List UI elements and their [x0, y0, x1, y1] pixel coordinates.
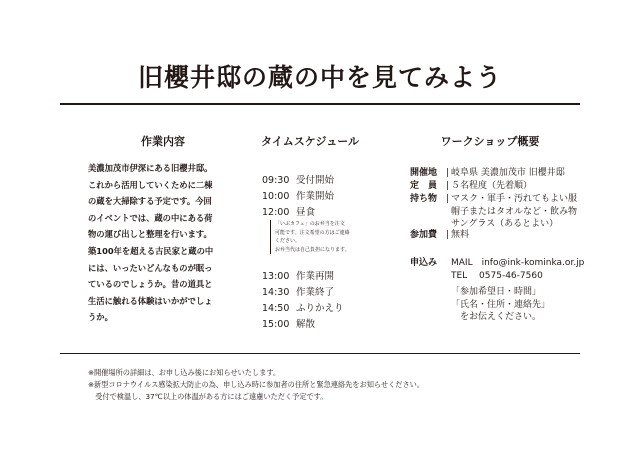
about-heading: 作業内容	[141, 135, 185, 148]
about-line: の蔵を大掃除する予定です。今回	[88, 196, 212, 207]
schedule-item	[262, 300, 344, 314]
about-line: 生活に触れる体験はいかがでしょ	[88, 295, 213, 306]
footer-notes	[88, 367, 424, 403]
about-line: 物の運び出しと整理を行います。	[88, 229, 212, 240]
about-line: ているのでしょうか。昔の道具と	[88, 279, 213, 290]
about-line: 築100年を超える古民家と蔵の中	[88, 245, 214, 256]
schedule-time: 12:00	[262, 207, 290, 218]
about-line: には、いったいどんなものが眠っ	[88, 262, 213, 273]
request-line: をお伝えください。	[451, 312, 542, 322]
footer-line: ※新型コロナウイルス感染拡大防止の為、申し込み時に参加者の住所と緊急連絡先をお知らせください。	[88, 380, 425, 389]
schedule-label: 昼食	[296, 207, 316, 218]
schedule-time: 13:00	[262, 271, 290, 282]
schedule-label: 受付開始	[296, 175, 335, 186]
lunch-note-line: お弁当代は自己負担になります。	[275, 246, 350, 253]
schedule-item	[262, 268, 334, 282]
footer-line: ※開催場所の詳細は、お申し込み後にお知らせいたします。	[88, 368, 281, 377]
lunch-note	[270, 220, 387, 254]
items-label: 持ち物	[410, 194, 438, 204]
schedule-item	[262, 284, 334, 298]
schedule-time: 10:00	[262, 191, 290, 202]
lunch-note-line: 「いぶカフェ」のお弁当を注文	[275, 221, 345, 227]
items-line: サングラス（あるとよい）	[451, 219, 559, 229]
fee-label: 参加費	[410, 230, 438, 240]
title-divider	[60, 103, 580, 105]
schedule-label: ふりかえり	[296, 303, 344, 314]
capacity-label: 定 員	[410, 181, 438, 191]
schedule-heading: タイムスケジュール	[260, 135, 360, 148]
page-title: 旧櫻井邸の蔵の中を見てみよう	[137, 63, 502, 92]
about-line: うか。	[88, 312, 113, 323]
schedule-label: 解散	[296, 319, 316, 330]
about-line: 美濃加茂市伊深にある旧櫻井邸。	[88, 163, 213, 173]
request-block	[451, 286, 550, 324]
venue-value: 岐阜県 美濃加茂市 旧櫻井邸	[451, 168, 565, 178]
apply-label: 申込み	[410, 258, 438, 268]
schedule-label: 作業再開	[296, 271, 335, 282]
schedule-time: 09:30	[262, 175, 290, 186]
schedule-label: 作業終了	[296, 287, 335, 298]
tel-text: TEL 0575-46-7560	[451, 270, 543, 281]
items-line: 帽子またはタオルなど・飲み物	[451, 206, 578, 217]
items-row: 持ち物 | マスク・軍手・汚れてもよい服 帽子またはタオルなど・飲み物 サングラス（あるとよい）	[410, 194, 578, 229]
request-line: 「氏名・住所・連絡先」	[451, 299, 551, 310]
schedule-item	[262, 316, 315, 330]
about-line: のイベントでは、蔵の中にある荷	[88, 212, 213, 223]
venue-row: 開催地 | 岐阜県 美濃加茂市 旧櫻井邸	[410, 168, 565, 178]
schedule-item	[262, 204, 315, 218]
schedule-time: 15:00	[262, 319, 290, 330]
fee-row: 参加費 | 無料	[410, 230, 470, 240]
about-line: これから活用していくために二棟	[88, 179, 213, 190]
lunch-note-line: ください。	[275, 238, 301, 244]
request-line: 「参加希望日・時間」	[451, 287, 542, 297]
schedule-item	[262, 172, 334, 186]
schedule-time: 14:50	[262, 303, 290, 314]
workshop-heading: ワークショップ概要	[440, 135, 540, 148]
schedule-label: 作業開始	[296, 191, 335, 202]
lunch-note-line: 可能です。注文希望の方はご連絡	[275, 229, 350, 236]
footer-line: 受付で検温し、37℃以上の体温がある方にはご遠慮いただく予定です。	[88, 392, 328, 401]
items-line: マスク・軍手・汚れてもよい服	[451, 194, 578, 204]
mail-text: MAIL info@ink-kominka.or.jp	[451, 258, 585, 268]
capacity-value: ５名程度（先着順）	[451, 181, 533, 191]
schedule-time: 14:30	[262, 287, 290, 298]
footer-divider	[60, 353, 580, 354]
schedule-item	[262, 188, 334, 202]
apply-row	[410, 257, 584, 282]
about-text	[88, 160, 238, 326]
capacity-row: 定 員 | ５名程度（先着順）	[410, 181, 533, 191]
venue-label: 開催地	[410, 168, 438, 178]
fee-value: 無料	[451, 230, 470, 240]
